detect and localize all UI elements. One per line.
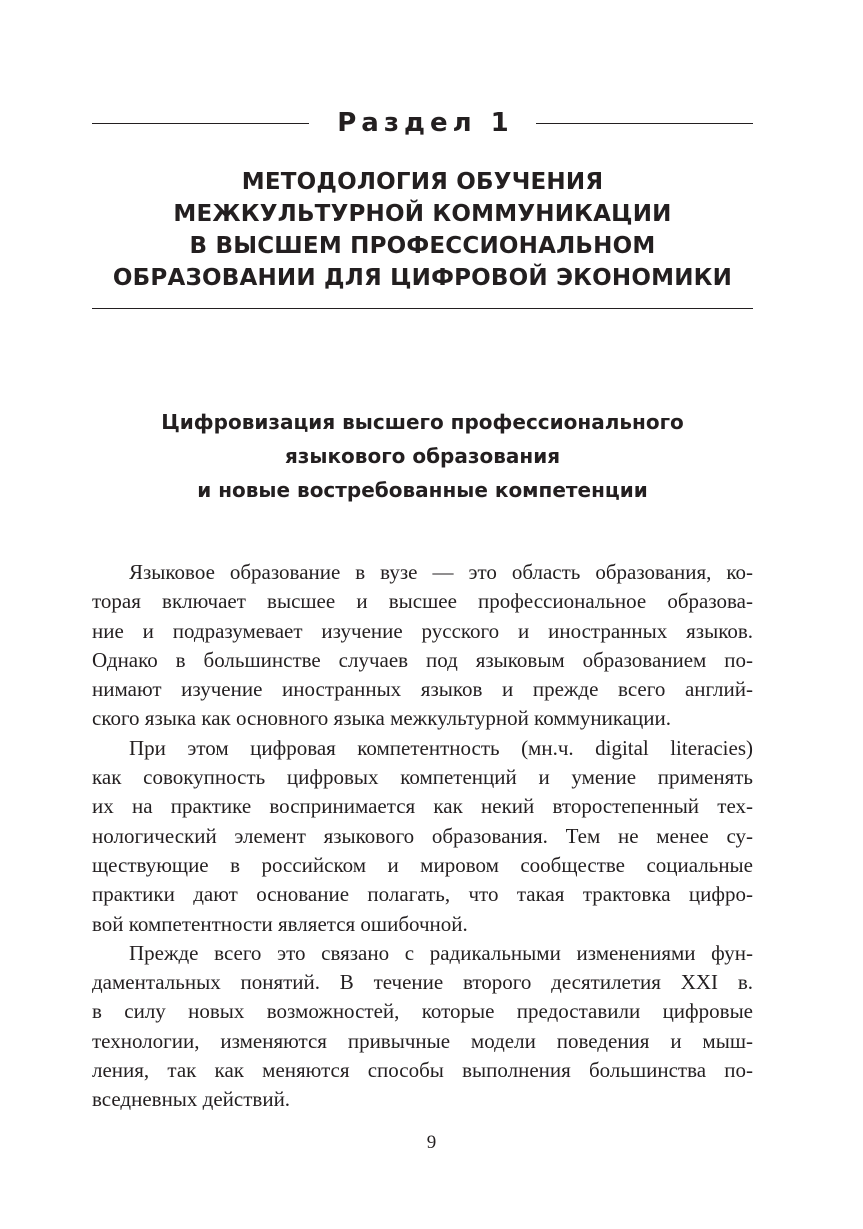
page-number: 9: [426, 1132, 437, 1153]
subsection-title: [92, 405, 753, 507]
body-text: [92, 558, 753, 1115]
text-line: нологический элемент языкового образования. Тем не менее су-: [92, 823, 753, 848]
chapter-title-line: МЕЖКУЛЬТУРНОЙ КОММУНИКАЦИИ: [173, 201, 672, 227]
subsection-title-line: Цифровизация высшего профессионального: [161, 410, 684, 434]
text-line: ществующие в российском и мировом сообществе социальные: [92, 852, 753, 877]
paragraph-1: [92, 558, 753, 734]
chapter-title: [92, 166, 753, 294]
text-line: ние и подразумевает изучение русского и иностранных языков.: [92, 618, 753, 643]
text-line: Однако в большинстве случаев под языковым образованием по-: [92, 647, 753, 672]
chapter-title-line: МЕТОДОЛОГИЯ ОБУЧЕНИЯ: [241, 169, 604, 195]
text-line: как совокупность цифровых компетенций и умение применять: [92, 765, 753, 790]
text-line: даментальных понятий. В течение второго десятилетия XXI в.: [92, 970, 753, 995]
subsection-title-line: языкового образования: [284, 444, 561, 468]
paragraph-3: [92, 939, 753, 1115]
paragraph-2: [92, 734, 753, 939]
text-line: в силу новых возможностей, которые предоставили цифровые: [92, 999, 753, 1024]
text-line: вой компетентности является ошибочной.: [92, 911, 468, 936]
text-line: вседневных действий.: [92, 1087, 291, 1112]
chapter-title-line: ОБРАЗОВАНИИ ДЛЯ ЦИФРОВОЙ ЭКОНОМИКИ: [112, 265, 733, 291]
text-line: Прежде всего это связано с радикальными изменениями фун-: [129, 940, 753, 965]
section-rule-left: [92, 123, 309, 124]
text-line: их на практике воспринимается как некий второстепенный тех-: [92, 794, 753, 819]
subsection-title-line: и новые востребованные компетенции: [197, 478, 648, 502]
section-label: Раздел 1: [337, 108, 514, 138]
text-line: нимают изучение иностранных языков и прежде всего англий-: [92, 677, 753, 702]
text-line: технологии, изменяются привычные модели поведения и мыш-: [92, 1028, 753, 1053]
text-line: ского языка как основного языка межкультурной коммуникации.: [92, 706, 672, 731]
text-line: торая включает высшее и высшее профессиональное образова-: [92, 589, 753, 614]
chapter-title-line: В ВЫСШЕМ ПРОФЕССИОНАЛЬНОМ: [189, 233, 656, 259]
text-line: При этом цифровая компетентность (мн.ч. digital literacies): [129, 735, 753, 760]
text-line: практики дают основание полагать, что такая трактовка цифро-: [92, 882, 753, 907]
section-header: [92, 104, 753, 142]
section-rule-right: [536, 123, 753, 124]
text-line: Языковое образование в вузе — это область образования, ко-: [129, 560, 753, 584]
text-line: ления, так как меняются способы выполнения большинства по-: [92, 1058, 753, 1083]
chapter-title-divider: [92, 308, 753, 309]
